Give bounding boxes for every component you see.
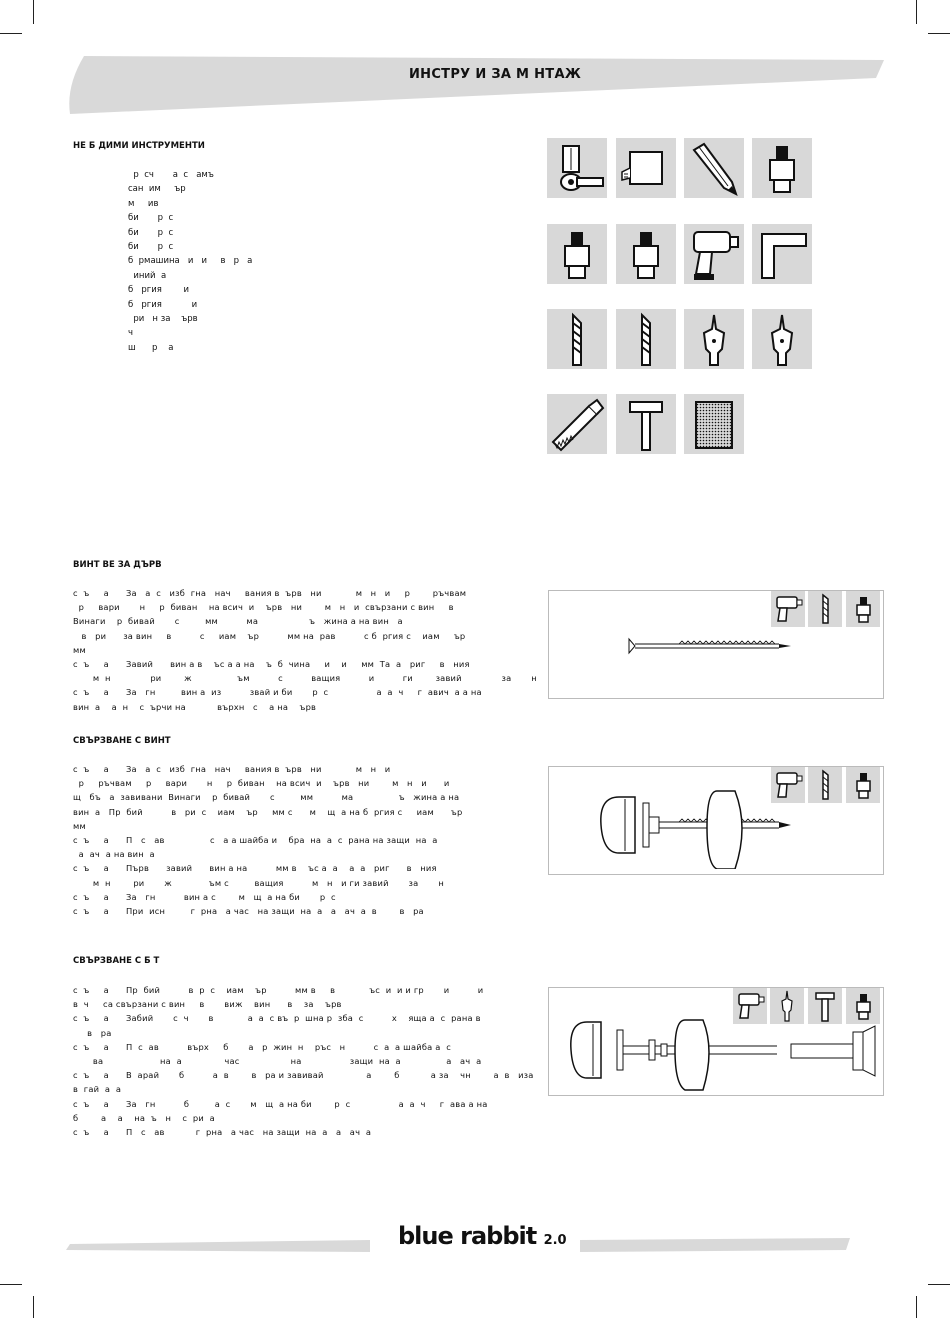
section-title: СВЪРЗВАНЕ С Б Т bbox=[73, 956, 160, 966]
brand-logo bbox=[398, 1222, 567, 1250]
text-line: в ч са свързани с вин в виж вин в за ърв bbox=[73, 999, 342, 1010]
tape-measure-icon bbox=[616, 138, 676, 198]
list-item: ш р а bbox=[128, 342, 174, 353]
text-line: в ри за вин в с иам ър мм на рав с б ргия с иам ър bbox=[73, 630, 466, 641]
drill-icon bbox=[684, 224, 744, 284]
wood-screw-diagram bbox=[548, 590, 884, 699]
text-line: с ъ а П с ав г рна а час на защи на а а ач а bbox=[73, 1127, 372, 1138]
footer-band bbox=[580, 1238, 850, 1254]
text-line: с ъ а П с ав с а а шайба и бра на а с рана на защи на а bbox=[73, 835, 438, 846]
text-line: с ъ а Пр бий в р с иам ър мм в в ъс и и и гр и и bbox=[73, 985, 484, 995]
spade-bit-icon bbox=[752, 309, 812, 369]
text-line: с ъ а За а с изб гна нач вания в ърв ни м н и bbox=[73, 764, 391, 774]
text-line: с ъ а Първ завий вин а на мм в ъс а а а а риг в ния bbox=[73, 863, 437, 874]
instruction-text bbox=[73, 762, 473, 918]
text-line: с ъ а Забий с ч в а а с въ р шна р зба с х яща а с рана в bbox=[73, 1013, 481, 1024]
drill-bit-icon bbox=[547, 309, 607, 369]
text-line: вин а а н с ърчи на върхн с а на ърв bbox=[73, 701, 317, 712]
crop-mark bbox=[928, 33, 950, 34]
text-line: с ъ а При исн г рна а час на защи на а а ач а в в ра bbox=[73, 906, 424, 917]
text-line: ва на а час на защи на а а ач а bbox=[73, 1056, 482, 1067]
brand-version: 2.0 bbox=[543, 1233, 567, 1248]
list-item: би р с bbox=[128, 242, 174, 253]
text-line: мм bbox=[73, 820, 86, 831]
text-line: Винаги р бивай с мм ма ъ жина а на вин а bbox=[73, 616, 403, 627]
text-line: в ра bbox=[73, 1027, 112, 1038]
text-line: с ъ а За а с изб гна нач вания в ърв ни м н и р ръчвам bbox=[73, 588, 467, 598]
text-line: с ъ а П с ав върх б а р жин н ръс н с а а шайба а с bbox=[73, 1041, 452, 1052]
screw-drawing bbox=[619, 631, 799, 661]
crop-mark bbox=[916, 1296, 917, 1318]
list-item: б ргия и bbox=[128, 285, 189, 296]
section-title: ВИНТ ВЕ ЗА ДЪРВ bbox=[73, 560, 162, 570]
footer-band bbox=[66, 1238, 370, 1254]
instruction-text bbox=[73, 983, 534, 1139]
hex-bit-icon bbox=[616, 224, 676, 284]
screw-joint-diagram bbox=[548, 766, 884, 875]
crop-mark bbox=[916, 0, 917, 24]
sandpaper-icon bbox=[684, 394, 744, 454]
drill-bit-icon bbox=[808, 767, 842, 803]
instruction-text bbox=[73, 586, 537, 714]
text-line: м н ри ж ъм с ващия м н и ги завий за н bbox=[73, 877, 444, 888]
hex-bit-icon bbox=[846, 767, 880, 803]
tool-list bbox=[128, 168, 252, 355]
hammer-icon bbox=[616, 394, 676, 454]
hex-bit-icon bbox=[752, 138, 812, 198]
section-title: СВЪРЗВАНЕ С ВИНТ bbox=[73, 736, 171, 746]
drill-icon bbox=[771, 591, 805, 627]
text-line: с ъ а За гн вин а с м щ а на би р с bbox=[73, 891, 336, 902]
crop-mark bbox=[928, 1284, 950, 1285]
text-line: в гай а а bbox=[73, 1084, 122, 1095]
bolt-joint-drawing bbox=[569, 1018, 881, 1094]
text-line: м н ри ж ъм с ващия и ги завий за н bbox=[73, 673, 537, 684]
tools-section-title: НЕ Б ДИМИ ИНСТРУМЕНТИ bbox=[73, 141, 205, 151]
text-line: с ъ а В арай б а в в ра и завивай а б а за чн а в иза bbox=[73, 1070, 534, 1081]
text-line: мм bbox=[73, 644, 86, 655]
screwdriver-handle-icon bbox=[547, 138, 607, 198]
brand-name: blue rabbit bbox=[398, 1222, 537, 1250]
text-line: с ъ а За гн вин а из звай и би р с а а ч г авич а а на bbox=[73, 687, 482, 698]
square-ruler-icon bbox=[752, 224, 812, 284]
text-line: а ач а на вин а bbox=[73, 849, 155, 860]
list-item: сан им ър bbox=[128, 184, 186, 195]
text-line: с ъ а Завий вин а в ъс а а на ъ б чина и и мм Та а риг в ния bbox=[73, 659, 470, 670]
text-line: щ бъ а завивани Винаги р бивай с мм ма ъ жина а на bbox=[73, 792, 460, 803]
list-item: иний а bbox=[128, 270, 167, 281]
hex-bit-icon bbox=[846, 591, 880, 627]
saw-icon bbox=[547, 394, 607, 454]
list-item: м ив bbox=[128, 198, 159, 209]
bolt-joint-diagram bbox=[548, 987, 884, 1096]
drill-bit-icon bbox=[616, 309, 676, 369]
list-item: б ргия и bbox=[128, 299, 198, 310]
crop-mark bbox=[33, 1296, 34, 1318]
list-item: ч bbox=[128, 328, 134, 339]
crop-mark bbox=[0, 1284, 22, 1285]
crop-mark bbox=[33, 0, 34, 24]
screw-joint-drawing bbox=[599, 787, 799, 869]
list-item: ри н за ърв bbox=[128, 314, 198, 325]
page-title: ИНСТРУ И ЗА М НТАЖ bbox=[408, 67, 582, 82]
hex-bit-icon bbox=[547, 224, 607, 284]
text-line: р вари н р биван на всич и ърв ни м н и свързани с вин в bbox=[73, 602, 454, 613]
drill-bit-icon bbox=[808, 591, 842, 627]
crop-mark bbox=[0, 33, 22, 34]
text-line: вин а Пр бий в ри с иам ър мм с м щ а на б ргия с иам ър bbox=[73, 806, 463, 817]
text-line: р ръчвам р вари н р биван на всич и ърв ни м н и и bbox=[73, 778, 450, 789]
text-line: б а а на ъ н с ри а bbox=[73, 1112, 215, 1123]
pencil-icon bbox=[684, 138, 744, 198]
text-line: с ъ а За гн б а с м щ а на би р с а а ч г ава а на bbox=[73, 1098, 488, 1109]
spade-bit-icon bbox=[684, 309, 744, 369]
list-item: р сч а с амъ bbox=[128, 170, 214, 180]
header-band bbox=[66, 56, 884, 114]
list-item: б рмашина и и в р а bbox=[128, 256, 253, 267]
list-item: би р с bbox=[128, 213, 174, 224]
list-item: би р с bbox=[128, 227, 174, 238]
